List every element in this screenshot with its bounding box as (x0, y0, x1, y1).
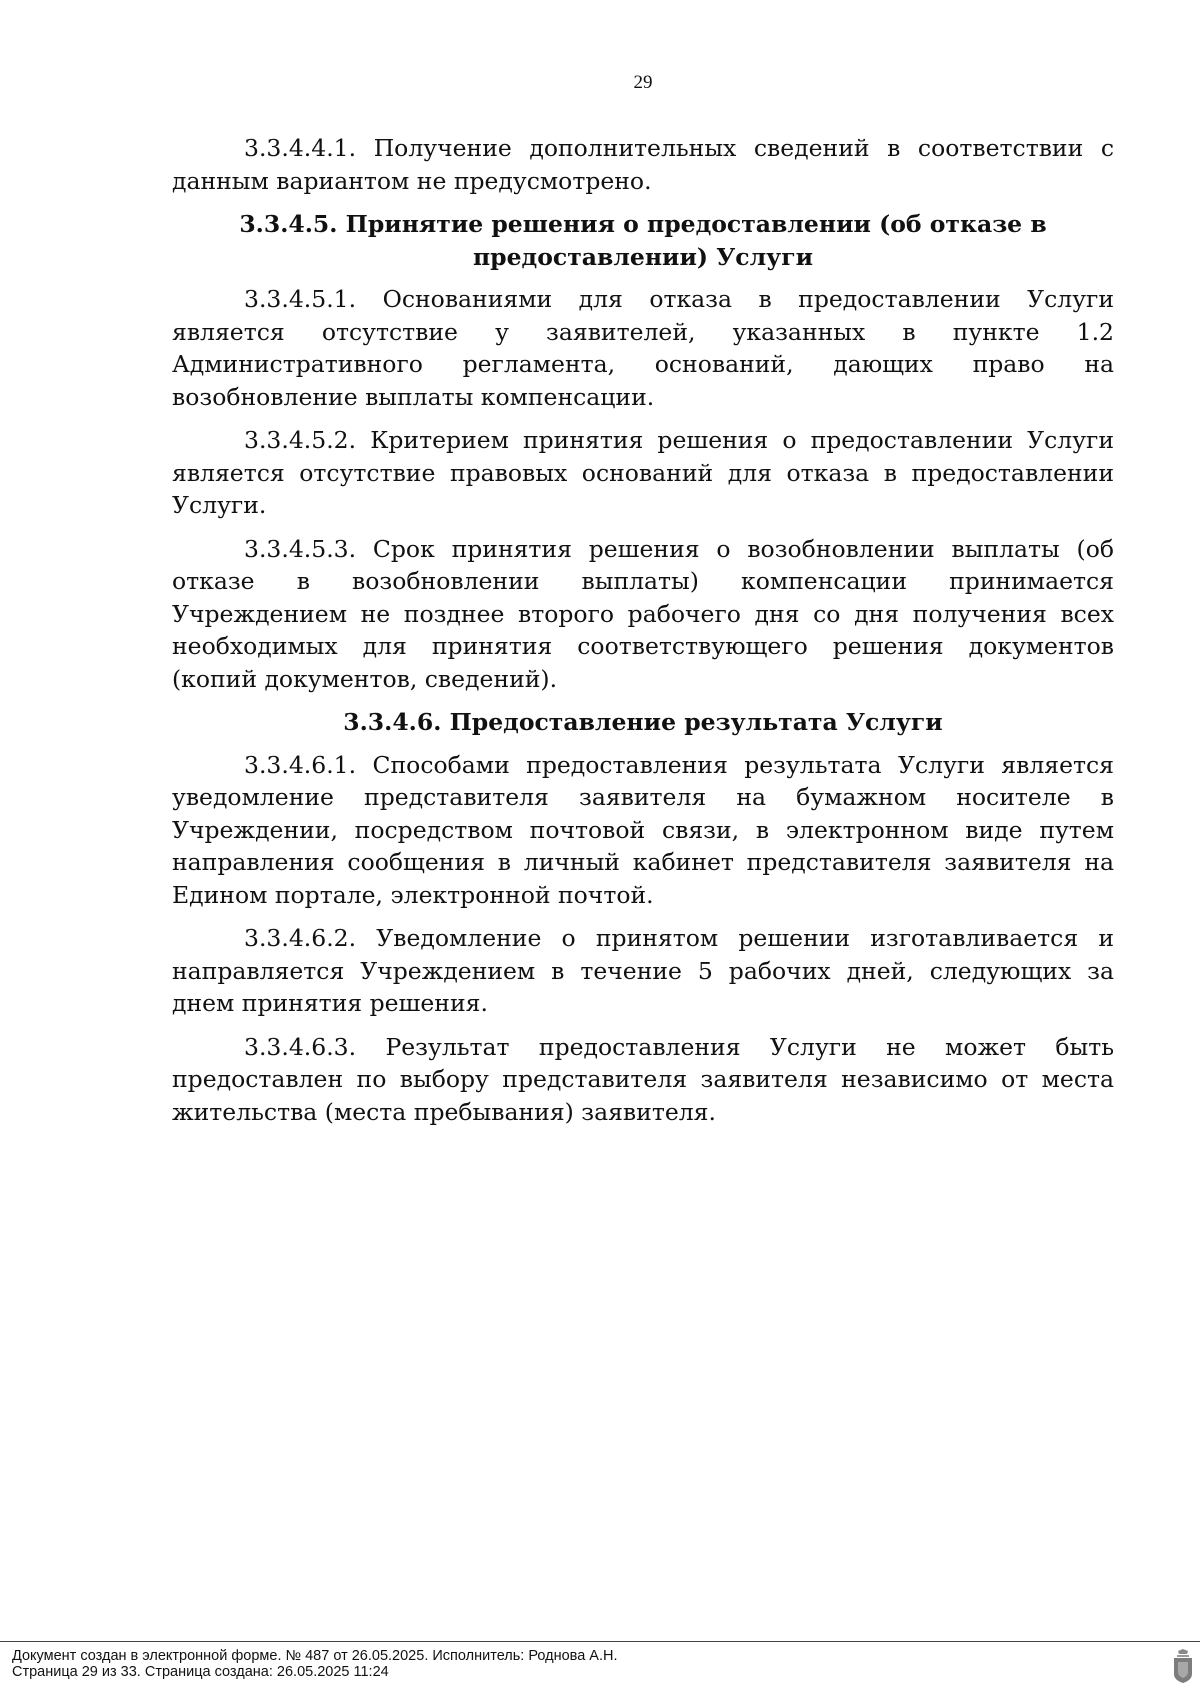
paragraph-3-3-4-6-3: 3.3.4.6.3. Результат предоставления Услуги не может быть предоставлен по выбору представителя заявителя независимо от места жительства (места пребывания) заявителя. (172, 1032, 1114, 1126)
coat-of-arms-icon (1172, 1648, 1194, 1684)
page-number: 29 (633, 72, 653, 93)
document-body (172, 132, 1114, 1139)
footer-page-info: Страница 29 из 33. Страница создана: 26.05.2025 11:24 (12, 1664, 389, 1680)
paragraph-3-3-4-6-1: 3.3.4.6.1. Способами предоставления результата Услуги является уведомление представителя заявителя на бумажном носителе в Учреждении, посредством почтовой связи, в электронном виде путем направления сообщения в личный кабинет представителя заявителя на Едином портале, электронной почтой. (172, 750, 1114, 909)
paragraph-3-3-4-6-2: 3.3.4.6.2. Уведомление о принятом решении изготавливается и направляется Учреждением в течение 5 рабочих дней, следующих за днем принятия решения. (172, 924, 1114, 1017)
paragraph-3-3-4-5-2: 3.3.4.5.2. Критерием принятия решения о предоставлении Услуги является отсутствие правовых оснований для отказа в предоставлении Услуги. (172, 426, 1114, 519)
footer-document-info: Документ создан в электронной форме. № 487 от 26.05.2025. Исполнитель: Роднова А.Н. (12, 1648, 618, 1664)
paragraph-3-3-4-5-1: 3.3.4.5.1. Основаниями для отказа в предоставлении Услуги является отсутствие у заявителей, указанных в пункте 1.2 Административного регламента, оснований, дающих право на возобновление выплаты компенсации. (172, 285, 1114, 411)
paragraph-3-3-4-5-3: 3.3.4.5.3. Срок принятия решения о возобновлении выплаты (об отказе в возобновлении выплаты) компенсации принимается Учреждением не позднее второго рабочего дня со дня получения всех необходимых для принятия соответствующего решения документов (копий документов, сведений). (172, 534, 1114, 693)
document-footer (12, 1648, 618, 1680)
section-heading-3-3-4-6: 3.3.4.6. Предоставление результата Услуги (343, 708, 943, 736)
paragraph-3-3-4-4-1: 3.3.4.4.1. Получение дополнительных сведений в соответствии с данным вариантом не предусмотрено. (172, 134, 1114, 195)
footer-divider (0, 1641, 1200, 1642)
section-heading-3-3-4-5: 3.3.4.5. Принятие решения о предоставлении (об отказе в предоставлении) Услуги (239, 210, 1047, 271)
